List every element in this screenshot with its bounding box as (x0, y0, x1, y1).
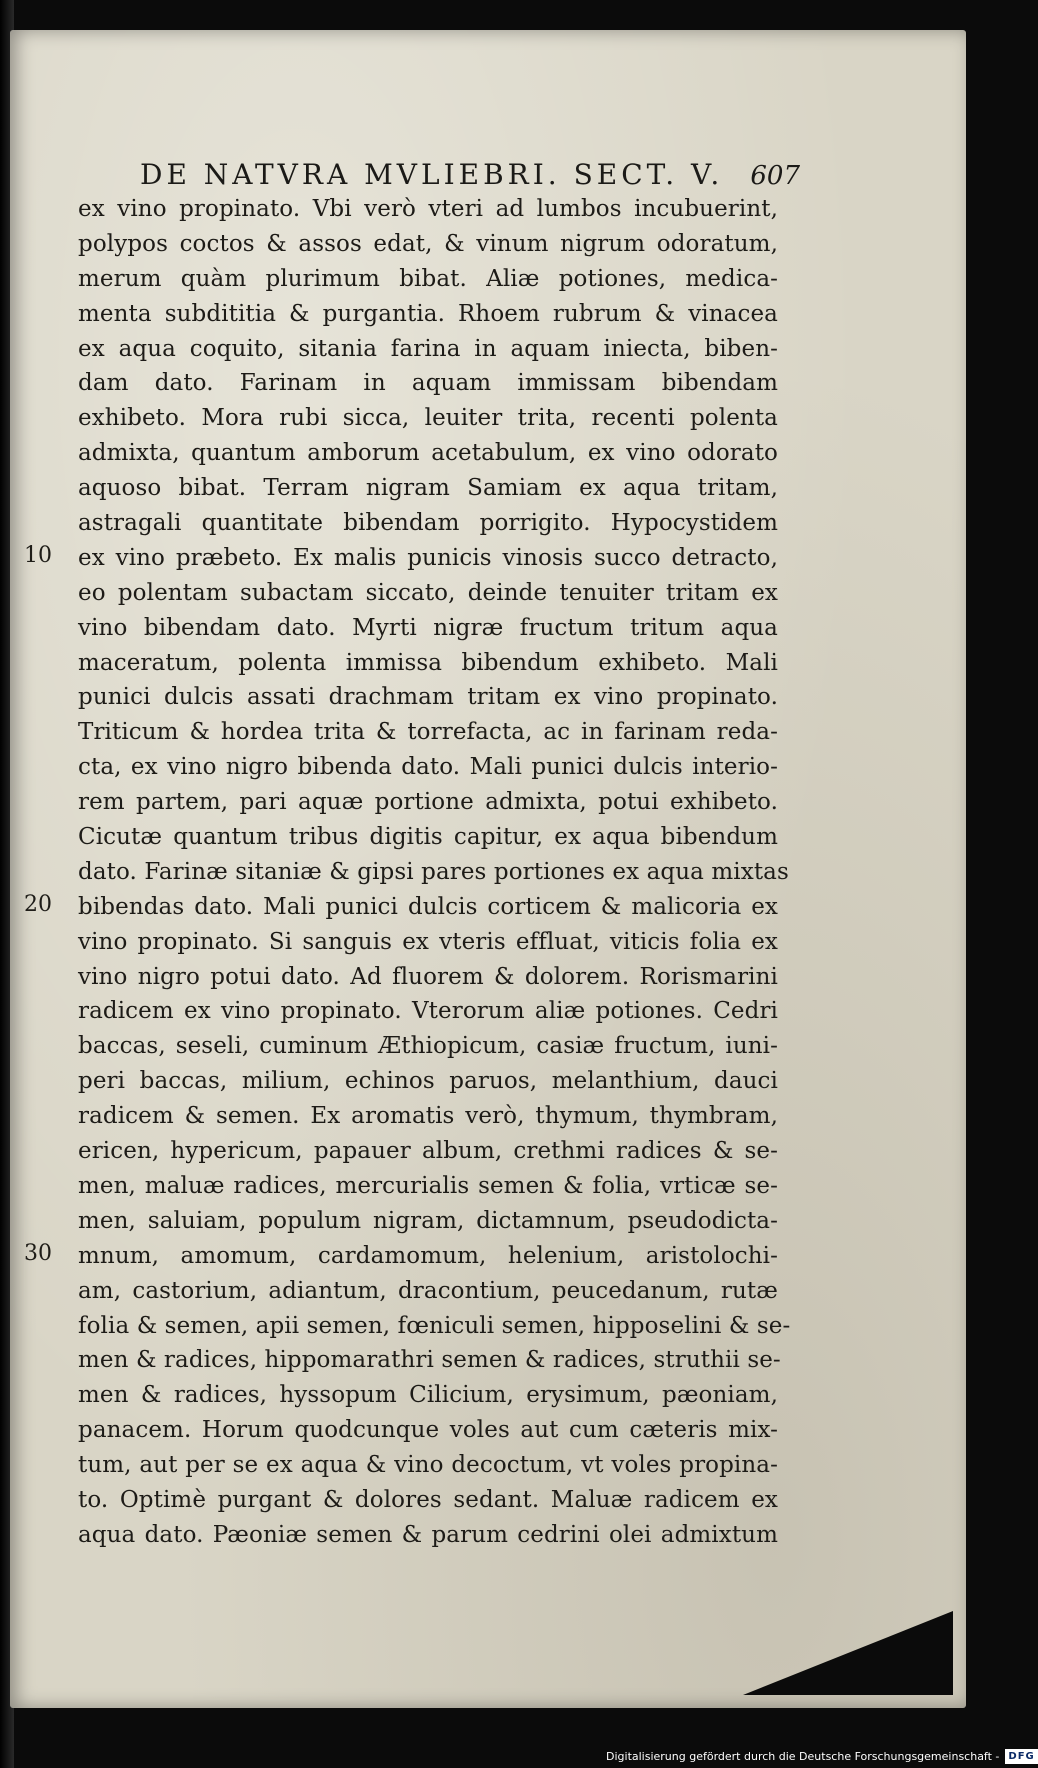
text-line: peri baccas, milium, echinos paruos, melanthium, dauci (78, 1068, 778, 1095)
text-line: men & radices, hyssopum Cilicium, erysimum, pæoniam, (78, 1382, 778, 1409)
credit-text: Digitalisierung gefördert durch die Deutsche Forschungsgemeinschaft - (606, 1750, 1000, 1763)
text-line: men, maluæ radices, mercurialis semen & folia, vrticæ se- (78, 1172, 778, 1199)
margin-line-number-10: 10 (24, 543, 52, 568)
text-line: aquoso bibat. Terram nigram Samiam ex aqua tritam, (78, 475, 778, 502)
text-line: Triticum & hordea trita & torrefacta, ac in farinam reda- (78, 719, 778, 746)
margin-line-number-20: 20 (24, 892, 52, 917)
text-line: punici dulcis assati drachmam tritam ex vino propinato. (78, 684, 778, 711)
text-line: dato. Farinæ sitaniæ & gipsi pares portiones ex aqua mixtas (78, 858, 789, 885)
text-line: maceratum, polenta immissa bibendum exhibeto. Mali (78, 649, 778, 676)
text-line: vino nigro potui dato. Ad fluorem & dolorem. Rorismarini (78, 963, 778, 990)
body-text (78, 192, 791, 1553)
text-line: exhibeto. Mora rubi sicca, leuiter trita, recenti polenta (78, 405, 778, 432)
page-number: 607 (750, 161, 800, 191)
book-page (10, 30, 966, 1708)
text-line: astragali quantitate bibendam porrigito. Hypocystidem (78, 510, 778, 537)
text-line: ex aqua coquito, sitania farina in aquam iniecta, biben- (78, 335, 778, 362)
text-line: tum, aut per se ex aqua & vino decoctum, vt voles propina- (78, 1452, 778, 1479)
text-line: ex vino propinato. Vbi verò vteri ad lumbos incubuerint, (78, 196, 778, 222)
text-line: panacem. Horum quodcunque voles aut cum cæteris mix- (78, 1417, 778, 1444)
text-line: folia & semen, apii semen, fœniculi semen, hipposelini & se- (78, 1312, 791, 1339)
text-line: radicem ex vino propinato. Vterorum aliæ potiones. Cedri (78, 998, 778, 1025)
text-line: eo polentam subactam siccato, deinde tenuiter tritam ex (78, 579, 778, 606)
digitization-credit (606, 1749, 1038, 1764)
text-line: men & radices, hippomarathri semen & radices, struthii se- (78, 1347, 781, 1374)
margin-line-number-30: 30 (24, 1241, 52, 1266)
text-line: menta subdititia & purgantia. Rhoem rubrum & vinacea (78, 300, 778, 327)
text-line: ericen, hypericum, papauer album, crethmi radices & se- (78, 1138, 778, 1165)
text-line: mnum, amomum, cardamomum, helenium, aristolochi- (78, 1242, 778, 1269)
text-line: ex vino præbeto. Ex malis punicis vinosis succo detracto, (78, 544, 778, 571)
text-line: to. Optimè purgant & dolores sedant. Maluæ radicem ex (78, 1486, 778, 1513)
text-line: baccas, seseli, cuminum Æthiopicum, casiæ fructum, iuni- (78, 1033, 778, 1060)
text-line: admixta, quantum amborum acetabulum, ex vino odorato (78, 440, 778, 467)
text-line: cta, ex vino nigro bibenda dato. Mali punici dulcis interio- (78, 754, 778, 781)
text-line: Cicutæ quantum tribus digitis capitur, ex aqua bibendum (78, 824, 778, 851)
text-line: am, castorium, adiantum, dracontium, peucedanum, rutæ (78, 1277, 778, 1304)
running-head: DE NATVRA MVLIEBRI. SECT. V. (140, 158, 724, 191)
text-line: dam dato. Farinam in aquam immissam bibendam (78, 370, 778, 397)
text-line: aqua dato. Pæoniæ semen & parum cedrini olei admixtum (78, 1521, 778, 1548)
text-line: men, saluiam, populum nigram, dictamnum, pseudodicta- (78, 1207, 778, 1234)
text-line: rem partem, pari aquæ portione admixta, potui exhibeto. (78, 789, 778, 816)
text-line: merum quàm plurimum bibat. Aliæ potiones, medica- (78, 265, 778, 292)
dfg-logo: DFG (1005, 1749, 1037, 1764)
text-line: vino bibendam dato. Myrti nigræ fructum tritum aqua (78, 614, 778, 641)
text-line: vino propinato. Si sanguis ex vteris effluat, viticis folia ex (78, 928, 778, 955)
text-line: radicem & semen. Ex aromatis verò, thymum, thymbram, (78, 1103, 778, 1130)
text-line: polypos coctos & assos edat, & vinum nigrum odoratum, (78, 230, 778, 257)
text-line: bibendas dato. Mali punici dulcis corticem & malicoria ex (78, 893, 778, 920)
page-header (140, 158, 800, 191)
